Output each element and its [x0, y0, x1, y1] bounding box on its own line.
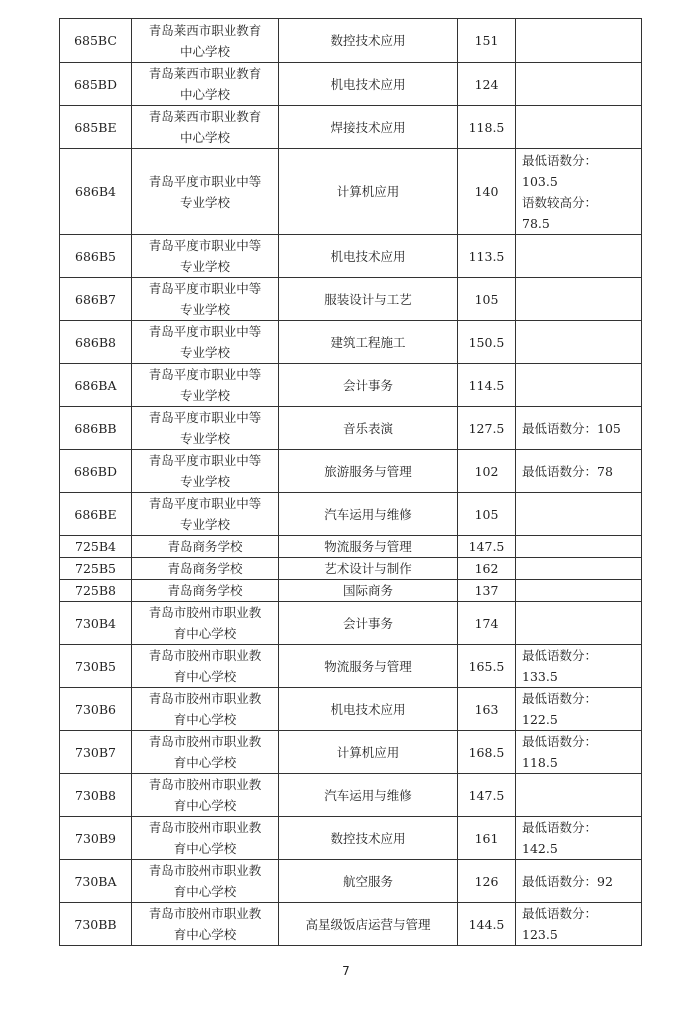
major-text: 物流服务与管理 [324, 658, 412, 674]
major-cell [279, 493, 458, 536]
school-cell [132, 817, 279, 860]
code-cell [60, 149, 132, 235]
table-row [60, 860, 642, 903]
score-text: 118.5 [468, 119, 505, 135]
major-cell [279, 817, 458, 860]
table-row [60, 63, 642, 106]
major-cell [279, 774, 458, 817]
code-cell [60, 278, 132, 321]
note-cell [516, 321, 642, 364]
table-row [60, 817, 642, 860]
note-cell [516, 774, 642, 817]
score-cell [458, 106, 516, 149]
major-text: 汽车运用与维修 [324, 787, 412, 803]
table-row [60, 903, 642, 946]
school-text: 青岛市胶州市职业教 育中心学校 [148, 605, 262, 641]
table-row [60, 321, 642, 364]
score-cell [458, 903, 516, 946]
code-text: 730B5 [75, 658, 116, 674]
note-text: 最低语数分：105 [522, 420, 621, 436]
score-cell [458, 450, 516, 493]
code-cell [60, 731, 132, 774]
code-text: 730B8 [75, 787, 116, 803]
score-text: 137 [474, 583, 499, 598]
table-row [60, 774, 642, 817]
code-cell [60, 774, 132, 817]
score-cell [458, 149, 516, 235]
school-text: 青岛平度市职业中等 专业学校 [148, 410, 262, 446]
school-cell [132, 688, 279, 731]
major-cell [279, 407, 458, 450]
major-cell [279, 645, 458, 688]
note-cell [516, 106, 642, 149]
code-cell [60, 558, 132, 580]
score-cell [458, 688, 516, 731]
code-cell [60, 903, 132, 946]
school-text: 青岛市胶州市职业教 育中心学校 [148, 906, 262, 942]
school-text: 青岛市胶州市职业教 育中心学校 [148, 820, 262, 856]
major-text: 服装设计与工艺 [324, 291, 412, 307]
score-text: 126 [474, 873, 499, 889]
major-text: 物流服务与管理 [324, 539, 412, 554]
major-cell [279, 19, 458, 63]
code-text: 725B4 [75, 539, 116, 554]
score-cell [458, 580, 516, 602]
code-text: 730BB [74, 916, 117, 932]
code-text: 725B5 [75, 561, 116, 576]
table-row [60, 558, 642, 580]
school-text: 青岛平度市职业中等 专业学校 [148, 173, 262, 210]
table-row [60, 602, 642, 645]
school-cell [132, 364, 279, 407]
table-row [60, 278, 642, 321]
code-cell [60, 645, 132, 688]
school-cell [132, 149, 279, 235]
score-cell [458, 536, 516, 558]
major-cell [279, 106, 458, 149]
score-text: 151 [474, 33, 499, 48]
table-body [60, 19, 642, 946]
score-text: 150.5 [468, 334, 505, 350]
note-cell [516, 580, 642, 602]
school-text: 青岛市胶州市职业教 育中心学校 [148, 863, 262, 899]
score-text: 174 [474, 615, 499, 631]
note-text: 最低语数分： 123.5 [522, 906, 598, 942]
code-cell [60, 536, 132, 558]
note-cell [516, 860, 642, 903]
score-text: 105 [474, 291, 499, 307]
note-cell [516, 407, 642, 450]
major-cell [279, 450, 458, 493]
school-cell [132, 602, 279, 645]
school-text: 青岛莱西市职业教育 中心学校 [148, 109, 262, 145]
major-text: 数控技术应用 [330, 33, 406, 48]
major-text: 艺术设计与制作 [324, 561, 412, 576]
note-cell [516, 903, 642, 946]
major-text: 国际商务 [342, 583, 393, 598]
school-cell [132, 407, 279, 450]
major-text: 音乐表演 [342, 420, 393, 436]
code-cell [60, 106, 132, 149]
table-row [60, 235, 642, 278]
score-text: 113.5 [468, 248, 505, 264]
note-cell [516, 731, 642, 774]
score-cell [458, 645, 516, 688]
score-text: 147.5 [468, 787, 505, 803]
score-cell [458, 19, 516, 63]
school-cell [132, 321, 279, 364]
code-text: 686B5 [75, 248, 116, 264]
code-cell [60, 688, 132, 731]
major-cell [279, 321, 458, 364]
score-cell [458, 407, 516, 450]
school-cell [132, 860, 279, 903]
code-text: 725B8 [75, 583, 116, 598]
school-cell [132, 645, 279, 688]
score-text: 163 [474, 701, 499, 717]
page-number: 7 [342, 964, 350, 978]
major-cell [279, 580, 458, 602]
code-text: 730B9 [75, 830, 116, 846]
score-cell [458, 63, 516, 106]
score-cell [458, 321, 516, 364]
code-text: 686BA [74, 377, 117, 393]
school-text: 青岛平度市职业中等 专业学校 [148, 324, 262, 360]
score-cell [458, 278, 516, 321]
code-cell [60, 364, 132, 407]
score-cell [458, 364, 516, 407]
code-cell [60, 407, 132, 450]
score-text: 102 [474, 463, 499, 479]
note-cell [516, 19, 642, 63]
note-cell [516, 602, 642, 645]
admission-score-table [59, 18, 642, 946]
code-text: 686BD [73, 463, 118, 479]
school-cell [132, 235, 279, 278]
note-cell [516, 149, 642, 235]
major-text: 会计事务 [342, 615, 393, 631]
major-cell [279, 235, 458, 278]
note-text: 最低语数分：78 [522, 463, 613, 479]
note-cell [516, 63, 642, 106]
school-text: 青岛平度市职业中等 专业学校 [148, 496, 262, 532]
school-cell [132, 536, 279, 558]
major-cell [279, 558, 458, 580]
school-text: 青岛市胶州市职业教 育中心学校 [148, 691, 262, 727]
score-cell [458, 774, 516, 817]
major-text: 机电技术应用 [330, 248, 406, 264]
school-text: 青岛平度市职业中等 专业学校 [148, 453, 262, 489]
school-text: 青岛莱西市职业教育 中心学校 [148, 66, 262, 102]
score-cell [458, 860, 516, 903]
school-cell [132, 278, 279, 321]
code-cell [60, 63, 132, 106]
school-text: 青岛平度市职业中等 专业学校 [148, 367, 262, 403]
score-text: 147.5 [468, 539, 505, 554]
school-cell [132, 774, 279, 817]
major-text: 建筑工程施工 [330, 334, 406, 350]
table-row [60, 450, 642, 493]
code-text: 730B4 [75, 615, 116, 631]
code-text: 730B6 [75, 701, 116, 717]
major-cell [279, 364, 458, 407]
note-cell [516, 364, 642, 407]
table-row [60, 493, 642, 536]
code-text: 686BB [74, 420, 117, 436]
code-text: 685BE [74, 119, 117, 135]
major-text: 计算机应用 [336, 184, 400, 199]
note-text: 最低语数分： 122.5 [522, 691, 598, 727]
major-text: 计算机应用 [336, 744, 400, 760]
code-cell [60, 860, 132, 903]
note-cell [516, 645, 642, 688]
note-cell [516, 450, 642, 493]
major-cell [279, 602, 458, 645]
school-cell [132, 63, 279, 106]
note-text: 最低语数分： 118.5 [522, 734, 598, 770]
score-cell [458, 493, 516, 536]
table-row [60, 106, 642, 149]
table-row [60, 407, 642, 450]
school-cell [132, 450, 279, 493]
score-text: 124 [474, 76, 499, 92]
school-cell [132, 106, 279, 149]
code-text: 730B7 [75, 744, 116, 760]
school-text: 青岛商务学校 [167, 561, 243, 576]
table-row [60, 149, 642, 235]
major-cell [279, 536, 458, 558]
note-cell [516, 688, 642, 731]
code-text: 686B7 [75, 291, 116, 307]
school-text: 青岛商务学校 [167, 539, 243, 554]
major-cell [279, 688, 458, 731]
school-text: 青岛莱西市职业教育 中心学校 [148, 22, 262, 59]
note-cell [516, 817, 642, 860]
score-cell [458, 235, 516, 278]
major-text: 会计事务 [342, 377, 393, 393]
note-cell [516, 536, 642, 558]
note-text: 最低语数分： 103.5 语数较高分： 78.5 [522, 152, 598, 231]
score-text: 140 [474, 184, 499, 199]
school-cell [132, 19, 279, 63]
major-cell [279, 149, 458, 235]
code-cell [60, 321, 132, 364]
score-cell [458, 731, 516, 774]
code-cell [60, 817, 132, 860]
code-cell [60, 19, 132, 63]
code-cell [60, 580, 132, 602]
code-text: 686B4 [75, 184, 116, 199]
table-row [60, 688, 642, 731]
major-cell [279, 860, 458, 903]
major-text: 旅游服务与管理 [324, 463, 412, 479]
score-text: 114.5 [468, 377, 505, 393]
score-text: 161 [474, 830, 499, 846]
code-cell [60, 450, 132, 493]
major-cell [279, 63, 458, 106]
score-text: 144.5 [468, 916, 505, 932]
score-text: 168.5 [468, 744, 505, 760]
table-row [60, 19, 642, 63]
major-text: 焊接技术应用 [330, 119, 406, 135]
code-text: 685BC [74, 33, 117, 48]
major-text: 机电技术应用 [330, 76, 406, 92]
major-text: 数控技术应用 [330, 830, 406, 846]
code-cell [60, 235, 132, 278]
major-text: 高星级饭店运营与管理 [305, 916, 431, 932]
code-text: 686BE [74, 506, 117, 522]
table-row [60, 645, 642, 688]
table-row [60, 580, 642, 602]
code-cell [60, 602, 132, 645]
major-cell [279, 278, 458, 321]
score-text: 165.5 [468, 658, 505, 674]
table-row [60, 536, 642, 558]
code-text: 730BA [74, 873, 117, 889]
note-text: 最低语数分： 133.5 [522, 648, 598, 684]
school-text: 青岛平度市职业中等 专业学校 [148, 238, 262, 274]
major-cell [279, 731, 458, 774]
school-text: 青岛商务学校 [167, 583, 243, 598]
score-text: 162 [474, 561, 499, 576]
score-cell [458, 817, 516, 860]
major-text: 机电技术应用 [330, 701, 406, 717]
school-cell [132, 493, 279, 536]
school-cell [132, 731, 279, 774]
score-text: 105 [474, 506, 499, 522]
note-text: 最低语数分： 142.5 [522, 820, 598, 856]
major-text: 汽车运用与维修 [324, 506, 412, 522]
school-cell [132, 903, 279, 946]
score-cell [458, 558, 516, 580]
note-cell [516, 558, 642, 580]
school-text: 青岛平度市职业中等 专业学校 [148, 281, 262, 317]
score-cell [458, 602, 516, 645]
school-text: 青岛市胶州市职业教 育中心学校 [148, 777, 262, 813]
code-text: 685BD [73, 76, 118, 92]
school-text: 青岛市胶州市职业教 育中心学校 [148, 734, 262, 770]
major-cell [279, 903, 458, 946]
school-cell [132, 558, 279, 580]
major-text: 航空服务 [342, 873, 393, 889]
school-text: 青岛市胶州市职业教 育中心学校 [148, 648, 262, 684]
note-text: 最低语数分：92 [522, 873, 613, 889]
code-cell [60, 493, 132, 536]
note-cell [516, 493, 642, 536]
score-text: 127.5 [468, 420, 505, 436]
school-cell [132, 580, 279, 602]
note-cell [516, 235, 642, 278]
table-row [60, 364, 642, 407]
code-text: 686B8 [75, 334, 116, 350]
table-row [60, 731, 642, 774]
note-cell [516, 278, 642, 321]
